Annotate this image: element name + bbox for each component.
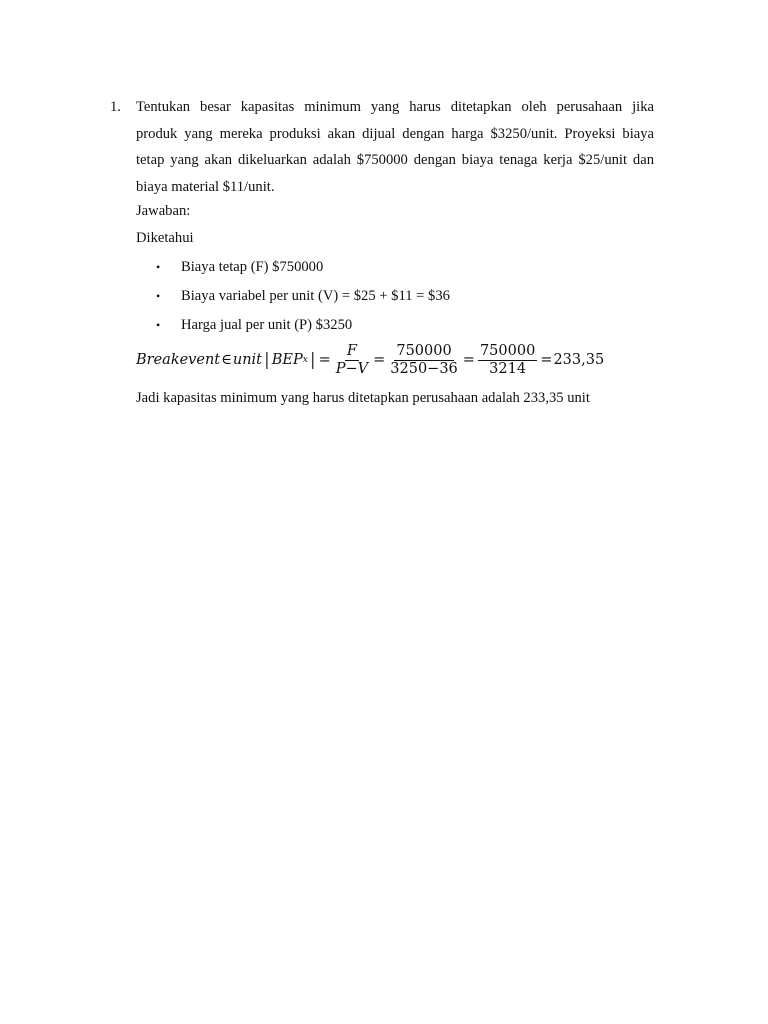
- question-line: biaya material $11/unit.: [136, 178, 275, 195]
- bullet-icon: •: [156, 318, 161, 332]
- formula-result: 233,35: [553, 352, 605, 368]
- question-text: [136, 94, 654, 200]
- fraction-symbolic: [334, 343, 370, 378]
- formula-bep-subscript: x: [302, 355, 308, 365]
- fraction-numerator: 750000: [479, 342, 536, 359]
- fraction-denominator: P−V: [335, 360, 369, 377]
- question-line: produk yang mereka produksi akan dijual dengan harga $3250/unit. Proyeksi biaya: [136, 125, 654, 142]
- bullet-icon: •: [156, 260, 161, 274]
- formula-lhs-word: Breakevent: [136, 352, 221, 368]
- known-label: Diketahui: [136, 230, 194, 246]
- fraction-numerator: F: [346, 342, 357, 359]
- formula-equals: =: [318, 352, 331, 368]
- formula-bracket-right: |: [309, 350, 316, 370]
- question-line: tetap yang akan dikeluarkan adalah $750000 dengan biaya tenaga kerja $25/unit dan: [136, 152, 654, 168]
- formula-equals: =: [373, 352, 386, 368]
- fraction-denominator: 3214: [489, 360, 527, 377]
- question-number: 1.: [110, 99, 121, 115]
- fraction-denominator: 3250−36: [390, 360, 458, 377]
- fraction-simplified: [478, 343, 537, 378]
- fraction-numerator: 750000: [396, 342, 452, 359]
- list-item-text: Biaya tetap (F) $750000: [181, 259, 324, 275]
- formula-in-symbol: ∈: [221, 352, 232, 368]
- formula-equals: =: [462, 352, 475, 368]
- conclusion-text: Jadi kapasitas minimum yang harus ditetapkan perusahaan adalah 233,35 unit: [136, 390, 590, 406]
- bullet-icon: •: [156, 289, 161, 303]
- formula-bep: BEP: [271, 352, 303, 368]
- question-line: Tentukan besar kapasitas minimum yang harus ditetapkan oleh perusahaan jika: [136, 99, 654, 115]
- breakeven-formula: [136, 340, 604, 380]
- list-item-text: Biaya variabel per unit (V) = $25 + $11 = $36: [181, 288, 450, 304]
- list-item-text: Harga jual per unit (P) $3250: [181, 317, 353, 333]
- answer-label: Jawaban:: [136, 203, 191, 219]
- formula-equals: =: [540, 352, 553, 368]
- fraction-substituted: [388, 343, 460, 378]
- formula-unit-word: unit: [232, 352, 263, 368]
- formula-bracket-left: |: [264, 350, 270, 370]
